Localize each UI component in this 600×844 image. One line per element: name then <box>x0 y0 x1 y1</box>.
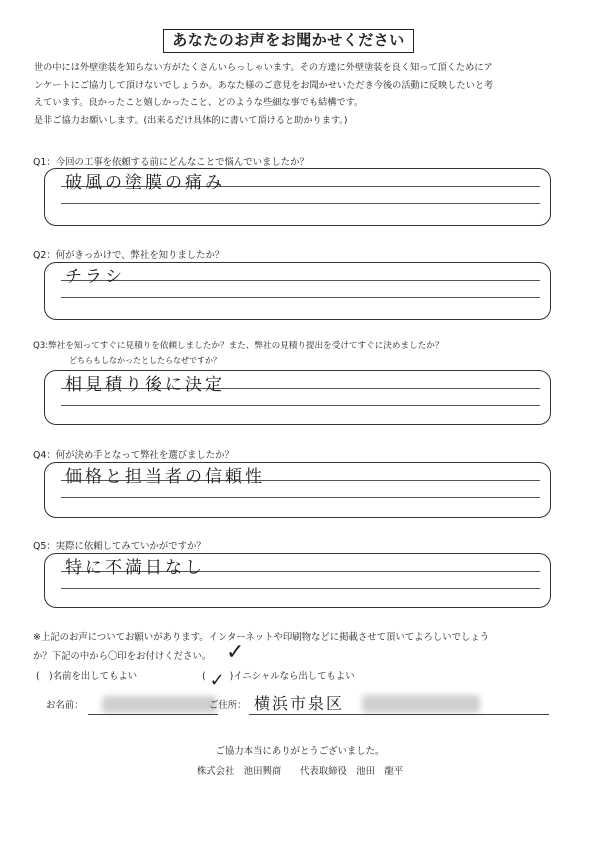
thanks-text: ご協力本当にありがとうございました。 <box>215 746 385 757</box>
name-address-row <box>44 693 551 715</box>
address-redacted <box>362 695 480 713</box>
option-paren-open: ( <box>202 671 206 682</box>
answer-line <box>61 497 540 498</box>
checkmark-icon: ✓ <box>226 640 245 665</box>
answer-5-handwriting: 特に不満日なし <box>65 558 205 578</box>
survey-title: あなたのお声をお聞かせください <box>163 29 414 53</box>
answer-box-5[interactable] <box>44 553 551 608</box>
answer-box-4[interactable] <box>44 462 551 518</box>
question-3-label: Q3:弊社を知ってすぐに見積りを依頼しましたか？また、弊社の見積り提出を受けてすぐに決めましたか？ <box>33 341 444 351</box>
question-4-label: Q4：何が決め手となって弊社を選びましたか？ <box>33 450 234 461</box>
intro-line: えています。良かったこと嬉しかったこと、どのような些細な事でも結構です。 <box>34 97 364 108</box>
answer-line <box>61 203 540 204</box>
address-underline <box>249 714 549 715</box>
address-label: ご住所： <box>209 700 247 711</box>
answer-4-handwriting: 価格と担当者の信頼性 <box>65 467 265 487</box>
intro-line: ンケートにご協力して頂けないでしょうか。あなた様のご意見をお聞かせいただき今後の活動に反映したいと考 <box>34 79 494 91</box>
question-1-label: Q1：今回の工事を依頼する前にどんなことで悩んでいましたか？ <box>33 157 309 168</box>
option-name-ok[interactable]: ( )名前を出してもよい <box>36 671 138 682</box>
intro-line: 世の中には外壁塗装を知らない方がたくさんいらっしゃいます。その方達に外壁塗装を良く知って頂くためにア <box>34 62 493 73</box>
question-3-sublabel: どちらもしなかったとしたらなぜですか？ <box>69 356 221 365</box>
answer-1-handwriting: 破風の塗膜の痛み <box>65 173 225 193</box>
name-label: お名前： <box>46 700 84 711</box>
publication-notice <box>33 628 578 666</box>
intro-text <box>34 59 574 129</box>
checkmark-icon: ✓ <box>209 670 225 691</box>
answer-2-handwriting: チラシ <box>65 267 125 287</box>
name-redacted <box>102 696 217 713</box>
answer-line <box>61 297 540 298</box>
address-handwriting: 横浜市泉区 <box>254 694 345 713</box>
question-2-label: Q2：何がきっかけで、弊社を知りましたか？ <box>33 250 225 261</box>
option-initial-ok[interactable] <box>202 668 355 691</box>
option-initial-label: )イニシャルなら出してもよい <box>229 671 355 682</box>
notice-line: ※上記のお声についてお願いがあります。インターネットや印刷物などに掲載させて頂いてよろしいでしょう <box>33 632 490 643</box>
answer-box-1[interactable] <box>44 168 551 226</box>
intro-line: 是非ご協力お願いします。(出来るだけ具体的に書いて頂けると助かります。) <box>34 114 348 126</box>
company-signature: 株式会社 池田興商 代表取締役 池田 龍平 <box>196 766 404 777</box>
answer-3-handwriting: 相見積り後に決定 <box>65 375 225 395</box>
answer-box-2[interactable] <box>44 262 551 320</box>
footer <box>0 742 600 782</box>
answer-line <box>61 280 540 281</box>
answer-box-3[interactable] <box>44 370 551 425</box>
question-5-label: Q5：実際に依頼してみていかがですか？ <box>33 541 206 552</box>
name-underline <box>88 714 218 715</box>
notice-line: か？下記の中から〇印をお付けください。 <box>33 651 212 662</box>
answer-line <box>61 588 540 589</box>
answer-line <box>61 405 540 406</box>
